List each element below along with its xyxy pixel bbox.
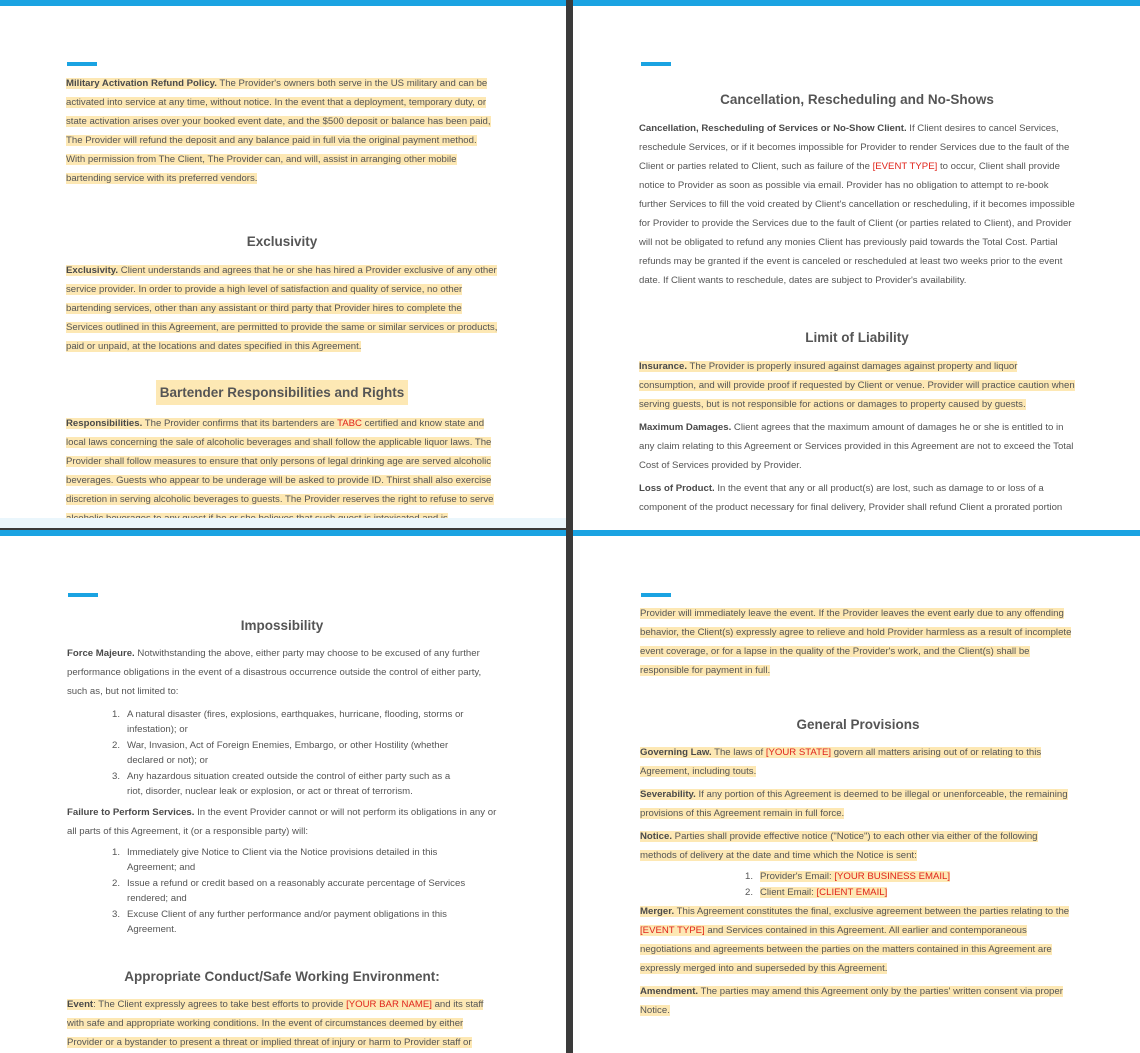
- page-accent-dash: [67, 62, 97, 66]
- list-item: 3. Any hazardous situation created outside the control of either party such as a riot, disorder, nuclear leak or explosion, or act or threat of terrorism.: [112, 771, 451, 797]
- clause-title: Failure to Perform Services.: [67, 807, 195, 818]
- event-conduct-paragraph: Event: The Client expressly agrees to take best efforts to provide [YOUR BAR NAME] and its staff with safe and appropriate working conditions. In the event of circumstances deemed by either Provider or a bystander to present a threat or implied threat of injury or harm to Provider staff or: [67, 999, 484, 1048]
- list-item: 3. Excuse Client of any further performance and/or payment obligations in this Agreement.: [112, 909, 447, 935]
- document-page-3: [0, 530, 566, 1053]
- page-accent-bar: [573, 0, 1140, 6]
- page-accent-bar: [573, 530, 1140, 536]
- clause-title: Governing Law.: [640, 747, 712, 758]
- exclusivity-paragraph: Exclusivity. Client understands and agrees that he or she has hired a Provider exclusive of any other service provider. In order to provide a high level of satisfaction and quality of service, no other bartending services, other than any assistant or third party that Provider hires to complete the Services outlined in this Agreement, are permitted to provide the same or similar services or products, paid or unpaid, at the locations and dates specified in this Agreement.: [66, 265, 498, 352]
- section-heading-impossibility: Impossibility: [240, 618, 324, 633]
- list-item: 1. Immediately give Notice to Client via the Notice provisions detailed in this Agreement; and: [112, 847, 438, 873]
- force-majeure-paragraph: Force Majeure. Notwithstanding the above, either party may choose to be excused of any further performance obligations in the event of a disastrous occurrence outside the control of either party, such as, but not limited to:: [67, 648, 482, 697]
- section-heading-conduct: Appropriate Conduct/Safe Working Environment:: [124, 969, 440, 984]
- clause-title: Cancellation, Rescheduling of Services or No-Show Client.: [639, 123, 907, 134]
- page-accent-bar: [0, 530, 566, 536]
- clause-title: Responsibilities.: [66, 418, 143, 429]
- clause-title: Notice.: [640, 831, 672, 842]
- cancellation-paragraph: Cancellation, Rescheduling of Services or No-Show Client. If Client desires to cancel Services, reschedule Services, or if it becomes impossible for Provider to render Services due to the fault of the Client or parties related to Client, such as failure of the [EVENT TYPE] to occur, Client shall provide notice to Provider as soon as possible via email. Provider has no obligation to attempt to re-book further Services to fill the void created by Client's cancellation or rescheduling, if it becomes impossible for Provider to provide the Services due to the fault of Client (or parties related to Client), and Provider will not be obligated to refund any monies Client has previously paid towards the Total Cost. Partial refunds may be granted if the event is canceled or rescheduled at least two weeks prior to the event date. If Client wants to reschedule, dates are subject to Provider's availability.: [639, 123, 1075, 286]
- clause-title: Amendment.: [640, 986, 699, 997]
- clause-title: Merger.: [640, 906, 675, 917]
- merger-paragraph: Merger. This Agreement constitutes the final, exclusive agreement between the parties relating to the [EVENT TYPE] and Services contained in this Agreement. All earlier and contemporaneous negotiations and agreements between the parties on the matters contained in this Agreement are expressly merged into and superseded by this Agreement.: [640, 906, 1070, 974]
- clause-title: Severability.: [640, 789, 696, 800]
- document-page-4: [573, 530, 1140, 1053]
- section-heading-general: General Provisions: [796, 717, 920, 732]
- bar-name-placeholder: [YOUR BAR NAME]: [346, 999, 432, 1010]
- notice-list: [700, 869, 1076, 900]
- severability-paragraph: Severability. If any portion of this Agreement is deemed to be illegal or unenforceable, the remaining provisions of this Agreement remain in full force.: [640, 789, 1068, 819]
- list-item: 2. War, Invasion, Act of Foreign Enemies, Embargo, or other Hostility (whether declared or not); or: [112, 740, 449, 766]
- tabc-placeholder: TABC: [337, 418, 362, 429]
- list-item: 2. Client Email: [CLIENT EMAIL]: [745, 887, 888, 898]
- failure-to-perform-list: [67, 845, 467, 937]
- business-email-placeholder: [YOUR BUSINESS EMAIL]: [834, 871, 951, 882]
- section-heading-liability: Limit of Liability: [805, 330, 909, 345]
- page-break-fade: [0, 518, 566, 528]
- insurance-paragraph: Insurance. The Provider is properly insured against damages against property and liquor consumption, and will provide proof if requested by Client or venue. Provider will practice caution when serving guests, but is not responsible for actions or damages to property caused by guests.: [639, 361, 1075, 410]
- list-item: 1. Provider's Email: [YOUR BUSINESS EMAIL]: [745, 871, 951, 882]
- amendment-paragraph: Amendment. The parties may amend this Agreement only by the parties' written consent via proper Notice.: [640, 986, 1063, 1016]
- section-heading-exclusivity: Exclusivity: [246, 234, 318, 249]
- loss-of-product-paragraph: Loss of Product. In the event that any or all product(s) are lost, such as damage to or loss of a component of the product necessary for final delivery, Provider shall refund Client a prorated portion: [639, 483, 1063, 513]
- clause-title: Loss of Product.: [639, 483, 715, 494]
- page-accent-dash: [641, 593, 671, 597]
- list-item: 2. Issue a refund or credit based on a reasonably accurate percentage of Services rendered; and: [112, 878, 466, 904]
- state-placeholder: [YOUR STATE]: [765, 747, 832, 758]
- page-1-content: [66, 74, 498, 528]
- page-accent-dash: [641, 62, 671, 66]
- section-heading-cancellation: Cancellation, Rescheduling and No-Shows: [720, 92, 994, 107]
- military-refund-paragraph: Military Activation Refund Policy. The Provider's owners both serve in the US military and can be activated into service at any time, without notice. In the event that a deployment, temporary duty, or state activation arises over your booked event date, and the $500 deposit or balance has been paid, The Provider will refund the deposit and any balance paid in full via the original payment method. With permission from The Client, The Provider can, and will, assist in arranging other mobile bartending service with its preferred vendors.: [66, 78, 491, 184]
- document-page-1: [0, 0, 566, 528]
- list-item: 1. A natural disaster (fires, explosions, earthquakes, hurricane, flooding, storms or infestation); or: [112, 709, 464, 735]
- clause-title: Event: [67, 999, 94, 1010]
- failure-to-perform-paragraph: Failure to Perform Services. In the event Provider cannot or will not perform its obligations in any or all parts of this Agreement, it (or a responsible party) will:: [67, 807, 497, 837]
- clause-title: Maximum Damages.: [639, 422, 732, 433]
- document-page-2: [573, 0, 1140, 530]
- notice-paragraph: Notice. Parties shall provide effective notice ("Notice") to each other via either of the following methods of delivery at the date and time which the Notice is sent:: [640, 831, 1038, 861]
- clause-title: Military Activation Refund Policy.: [66, 78, 217, 89]
- page-accent-dash: [68, 593, 98, 597]
- conduct-continuation-paragraph: Provider will immediately leave the event. If the Provider leaves the event early due to any offending behavior, the Client(s) expressly agree to relieve and hold Provider harmless as a result of incomplete event coverage, or for a lapse in the quality of the Provider's work, and the Client(s) shall be responsible for payment in full.: [640, 608, 1072, 676]
- event-type-placeholder: [EVENT TYPE]: [872, 161, 938, 172]
- section-heading-bartender: Bartender Responsibilities and Rights: [66, 378, 498, 408]
- force-majeure-list: [67, 707, 467, 799]
- clause-title: Insurance.: [639, 361, 687, 372]
- clause-title: Force Majeure.: [67, 648, 135, 659]
- governing-law-paragraph: Governing Law. The laws of [YOUR STATE] govern all matters arising out of or relating to this Agreement, including touts.: [640, 747, 1042, 777]
- page-2-content: [639, 90, 1075, 521]
- clause-title: Exclusivity.: [66, 265, 119, 276]
- responsibilities-paragraph: Responsibilities. The Provider confirms that its bartenders are TABC certified and know state and local laws concerning the sale of alcoholic beverages and shall follow the applicable liquor laws. The Provider shall follow measures to ensure that only persons of legal drinking age are served alcoholic beverages. Guests who appear to be underage will be asked to provide ID. Thirst shall also exercise discretion in serving alcoholic beverages to guests. The Provider reserves the right to refuse to serve: [66, 414, 498, 528]
- page-accent-bar: [0, 0, 566, 6]
- client-email-placeholder: [CLIENT EMAIL]: [816, 887, 888, 898]
- max-damages-paragraph: Maximum Damages. Client agrees that the maximum amount of damages he or she is entitled to in any claim relating to this Agreement or Services provided in this Agreement are not to exceed the Total Cost of Services provided by Provider.: [639, 422, 1074, 471]
- page-3-content: [67, 616, 497, 1053]
- event-type-placeholder: [EVENT TYPE]: [640, 925, 705, 936]
- page-4-content: [640, 604, 1076, 1024]
